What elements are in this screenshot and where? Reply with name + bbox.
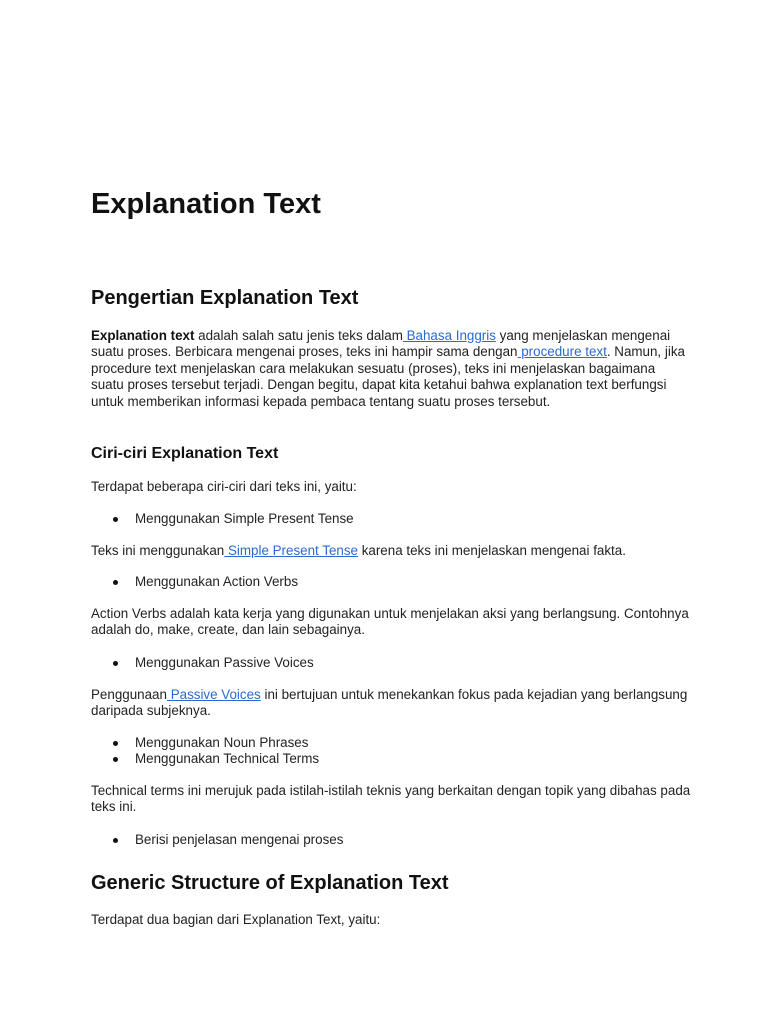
paragraph-text: . Namun, jika procedure text menjelaskan cara melakukan sesuatu (proses), teks ini menjelaskan bagaimana suatu proses tersebut terjadi. Dengan begitu, dapat kita ketahui bahwa explanation text berfungsi untuk memberikan informasi kepada pembaca tentang suatu proses tersebut. [91,344,685,409]
list-item-text: Berisi penjelasan mengenai proses [135,832,344,847]
section-heading-ciri-ciri: Ciri-ciri Explanation Text [91,445,279,462]
paragraph-text: adalah salah satu jenis teks dalam [194,328,403,343]
bold-lead: Explanation text [91,328,195,343]
bullet-icon [113,517,118,522]
list-item-text: Menggunakan Noun Phrases [135,735,309,750]
paragraph-simple-present [91,543,691,559]
list-item-text: Menggunakan Passive Voices [135,655,314,670]
link-simple-present-tense[interactable]: Simple Present Tense [224,543,358,558]
page-title: Explanation Text [91,188,321,220]
bullet-icon [113,741,118,746]
paragraph-text: karena teks ini menjelaskan mengenai fakta. [357,543,626,558]
list-item [113,751,320,767]
list-item [113,832,344,848]
section-heading-pengertian: Pengertian Explanation Text [91,287,359,309]
paragraph-text: Teks ini menggunakan [91,543,225,558]
link-passive-voices[interactable]: Passive Voices [166,687,261,702]
link-procedure-text[interactable]: procedure text [517,344,607,360]
bullet-icon [113,661,118,666]
paragraph-ciri-intro: Terdapat beberapa ciri-ciri dari teks ini, yaitu: [91,479,357,494]
link-bahasa-inggris[interactable]: Bahasa Inggris [402,328,496,343]
paragraph-generic-intro: Terdapat dua bagian dari Explanation Text, yaitu: [91,912,381,927]
paragraph-pengertian [91,328,691,410]
section-heading-generic-structure: Generic Structure of Explanation Text [91,872,449,894]
paragraph-text: ini bertujuan untuk menekankan fokus pada kejadian yang berlangsung daripada subjeknya. [91,687,688,719]
list-item-text: Menggunakan Technical Terms [135,751,320,766]
paragraph-technical-terms: Technical terms ini merujuk pada istilah-istilah teknis yang berkaitan dengan topik yang dibahas pada teks ini. [91,783,691,815]
paragraph-action-verbs: Action Verbs adalah kata kerja yang digunakan untuk menjelakan aksi yang berlangsung. Contohnya adalah do, make, create, dan lain sebagainya. [91,606,689,638]
list-item [113,574,299,590]
list-item [113,511,354,527]
paragraph-text: yang menjelaskan mengenai suatu proses. Berbicara mengenai proses, teks ini hampir sama dengan [91,328,671,360]
bullet-icon [113,757,118,762]
list-item-text: Menggunakan Simple Present Tense [135,511,354,526]
list-item [113,655,314,671]
paragraph-passive-voices [91,687,691,720]
list-item-text: Menggunakan Action Verbs [135,574,299,589]
list-item [113,735,309,751]
bullet-icon [113,838,118,843]
bullet-icon [113,580,118,585]
paragraph-text: Penggunaan [91,687,167,702]
